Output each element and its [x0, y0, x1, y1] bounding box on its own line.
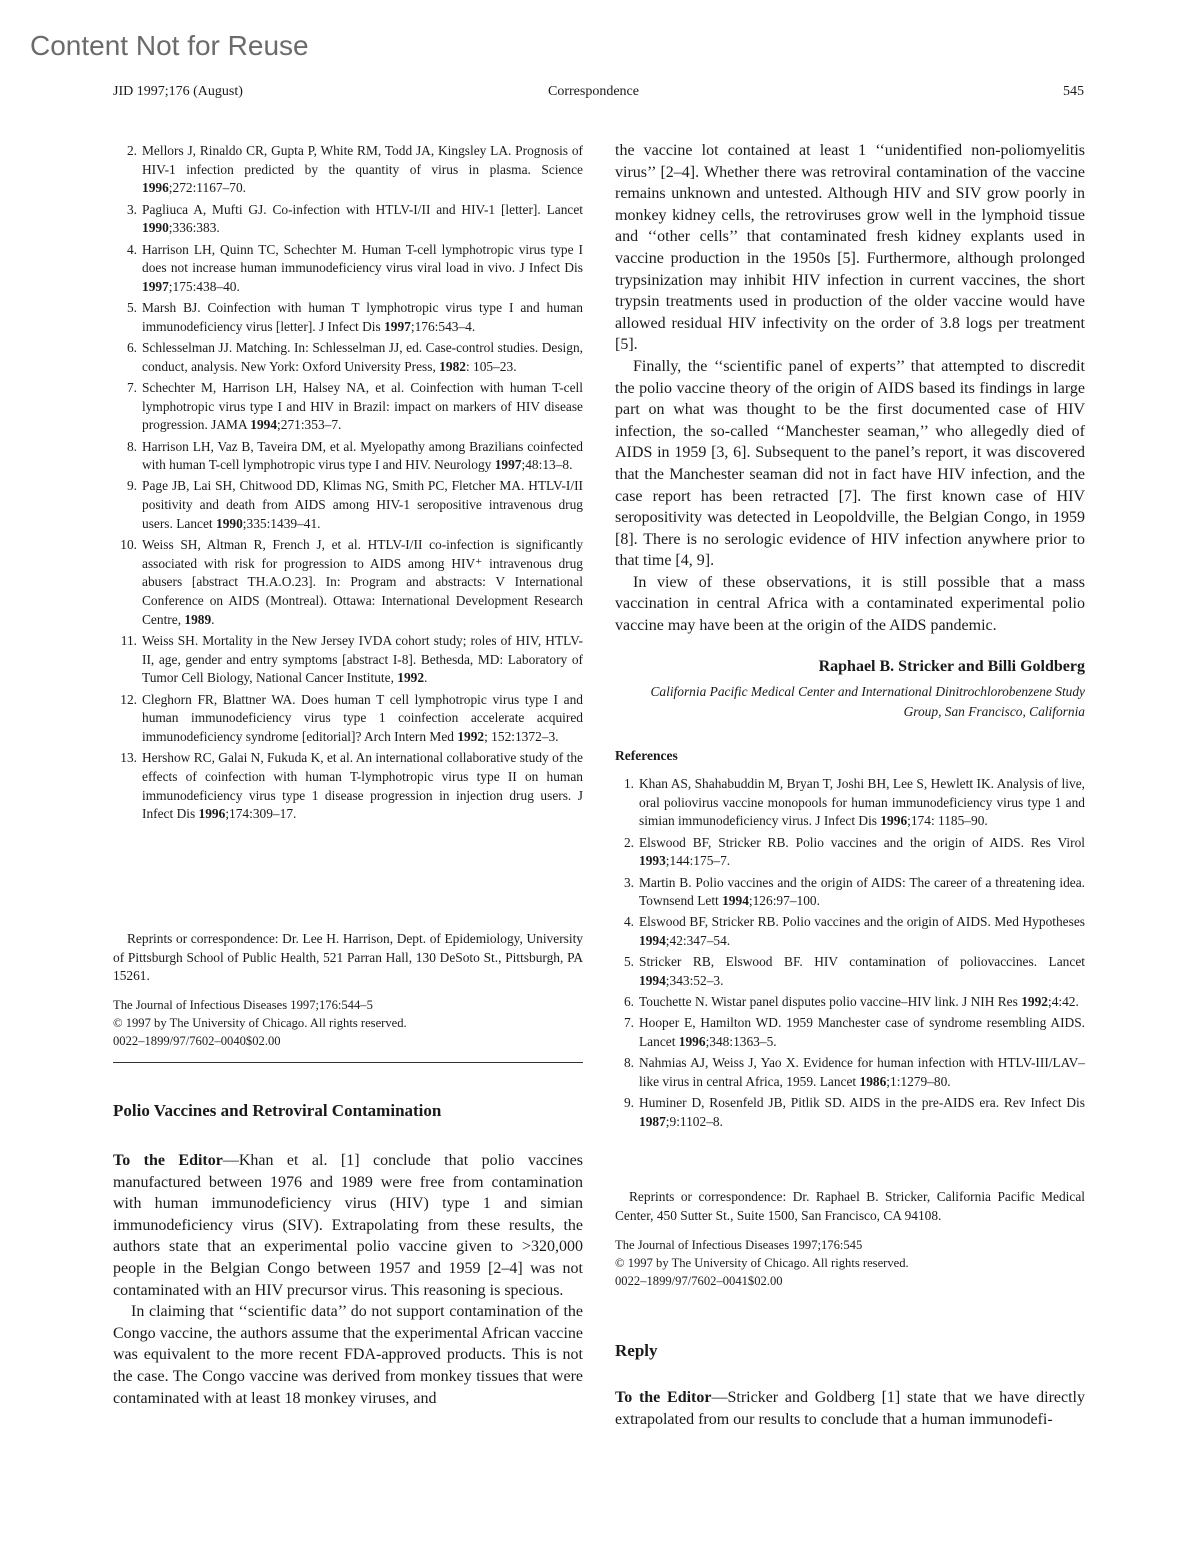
right-reference-list [610, 775, 1085, 1134]
reference-item [610, 1054, 1085, 1091]
reference-item [113, 339, 583, 376]
reference-number: 1. [623, 776, 634, 791]
reference-text: Cleghorn FR, Blattner WA. Does human T cell lymphotropic virus type I and human immunodeficiency virus type 1 coinfection accelerate acquired immunodeficiency syndrome [editorial]? Arch Intern Med 1992; 152:1372–3. [142, 691, 583, 745]
reference-item [113, 749, 583, 824]
page-number: 545 [1063, 84, 1084, 99]
reference-number: 13. [120, 750, 137, 766]
reference-number: 9. [126, 478, 137, 494]
paragraph: Finally, the ‘‘scientific panel of experts’’ that attempted to discredit the polio vaccine theory of the origin of AIDS based its findings in large part on what was thought to be the first documented case of HIV infection, the so-called ‘‘Manchester seaman,’’ who allegedly died of AIDS in 1959 [3, 6]. Subsequent to the panel’s report, it was discovered that the Manchester seaman did not in fact have HIV infection, and the case report has been retracted [7]. The first known case of HIV seropositivity was detected in Leopoldville, the Belgian Congo, in 1959 [8]. There is no serologic evidence of HIV infection anywhere prior to that time [4, 9]. [615, 357, 1085, 570]
running-head-journal: JID 1997;176 (August) [113, 84, 243, 99]
reference-number: 2. [126, 143, 137, 158]
reference-number: 9. [623, 1095, 634, 1111]
left-citation [113, 996, 583, 1050]
reference-text: Huminer D, Rosenfeld JB, Pitlik SD. AIDS in the pre-AIDS era. Rev Infect Dis 1987;9:1102–8. [639, 1095, 1085, 1129]
reference-item [610, 834, 1085, 871]
reference-item [113, 299, 583, 336]
reference-text: Pagliuca A, Mufti GJ. Co-infection with HTLV-I/II and HIV-1 [letter]. Lancet 1990;336:383. [142, 201, 583, 236]
reference-year: 1982 [439, 358, 466, 374]
lead-in: To the Editor [113, 1152, 223, 1169]
reference-item [610, 775, 1085, 831]
reference-number: 7. [126, 379, 137, 395]
paragraph: In view of these observations, it is still possible that a mass vaccination in central Africa with a contaminated experimental polio vaccine may have been at the origin of the AIDS pandemic. [615, 573, 1085, 635]
reference-number: 6. [126, 340, 137, 356]
reference-item [610, 913, 1085, 950]
reference-text: Weiss SH. Mortality in the New Jersey IVDA cohort study; roles of HIV, HTLV-II, age, gender and entry symptoms [abstract I-8]. Bethesda, MD: Laboratory of Tumor Cell Biology, National Cancer Institute, 1992. [142, 633, 583, 686]
right-citation [615, 1236, 1085, 1290]
reference-year: 1993 [639, 853, 666, 869]
reference-year: 1992 [397, 670, 425, 686]
left-reference-list [113, 142, 583, 827]
reference-item [113, 142, 583, 198]
lead-in: To the Editor [615, 1389, 712, 1406]
reference-year: 1994 [639, 933, 666, 949]
reference-item [113, 536, 583, 630]
reference-text: Hershow RC, Galai N, Fukuda K, et al. An international collaborative study of the effects of coinfection with human T-lymphotropic virus type II on human immunodeficiency virus type 1 disease progression in injection drug users. J Infect Dis 1996;174:309–17. [142, 750, 583, 822]
reference-year: 1994 [639, 973, 666, 989]
reference-year: 1992 [457, 729, 485, 745]
paragraph: the vaccine lot contained at least 1 ‘‘unidentified non-poliomyelitis virus’’ [2–4]. Whether there was retroviral contamination of the vaccine remains unknown and untested. Although HIV and SIV grow poorly in monkey kidney cells, the retroviruses grow well in the lymphoid tissue and ‘‘other cells’’ that contaminated fresh kidney explants used in vaccine production in the 1950s [5]. Furthermore, although prolonged trypsinization may inhibit HIV infection in current vaccines, the short trypsin treatments used in production of the older vaccine would have allowed residual HIV infectivity on the order of 3.8 logs per treatment [5]. [615, 142, 1085, 354]
reference-number: 8. [623, 1055, 634, 1071]
reference-text: Harrison LH, Vaz B, Taveira DM, et al. Myelopathy among Brazilians coinfected with human T-cell lymphotropic virus type I and HIV. Neurology 1997;48:13–8. [142, 438, 583, 473]
reference-year: 1990 [216, 515, 243, 531]
reference-number: 11. [120, 633, 137, 649]
reference-item [113, 241, 583, 297]
paragraph: In claiming that ‘‘scientific data’’ do not support contamination of the Congo vaccine, the authors assume that the experimental African vaccine was equivalent to the more recent FDA-approved products. This is not the case. The Congo vaccine was derived from monkey tissues that were contaminated with at least 18 monkey viruses, and [113, 1303, 583, 1407]
references-heading: References [615, 748, 678, 763]
reference-year: 1986 [859, 1074, 887, 1090]
reference-text: Weiss SH, Altman R, French J, et al. HTLV-I/II co-infection is significantly associated with risk for progression to AIDS among HIV⁺ intravenous drug abusers [abstract TH.A.O.23]. In: Program and abstracts: V International Conference on AIDS (Montreal). Ottawa: International Development Research Centre, 1989. [142, 537, 583, 627]
reference-number: 3. [126, 201, 137, 217]
reference-year: 1996 [678, 1034, 706, 1050]
reference-item [113, 691, 583, 747]
reference-number: 7. [623, 1015, 634, 1031]
article-body-right [615, 140, 1085, 637]
reference-year: 1997 [142, 278, 169, 294]
reference-text: Nahmias AJ, Weiss J, Yao X. Evidence for human infection with HTLV-III/LAV–like virus in central Africa, 1959. Lancet 1986;1:1279–80. [639, 1055, 1085, 1090]
reference-number: 2. [623, 834, 634, 850]
reference-item [610, 1094, 1085, 1131]
reference-number: 6. [623, 994, 634, 1010]
citation-line: The Journal of Infectious Diseases 1997;176:545 [615, 1238, 863, 1252]
reference-number: 8. [126, 438, 137, 454]
reference-text: Page JB, Lai SH, Chitwood DD, Klimas NG, Smith PC, Fletcher MA. HTLV-I/II positivity and death from AIDS among HIV-1 seropositive intravenous drug users. Lancet 1990;335:1439–41. [142, 478, 583, 531]
watermark: Content Not for Reuse [30, 30, 309, 61]
reference-text: Harrison LH, Quinn TC, Schechter M. Human T-cell lymphotropic virus type I does not increase human immunodeficiency virus viral load in vivo. J Infect Dis 1997;175:438–40. [142, 241, 583, 294]
section-divider [113, 1062, 583, 1063]
article-affiliation: California Pacific Medical Center and International Dinitrochlorobenzene Study Group, San Francisco, California [650, 684, 1085, 719]
reference-text: Touchette N. Wistar panel disputes polio vaccine–HIV link. J NIH Res 1992;4:42. [639, 994, 1079, 1010]
reference-year: 1990 [142, 220, 169, 236]
reference-text: Elswood BF, Stricker RB. Polio vaccines and the origin of AIDS. Med Hypotheses 1994;42:347–54. [639, 914, 1085, 949]
citation-line: 0022–1899/97/7602–0041$02.00 [615, 1274, 783, 1288]
reference-number: 4. [623, 914, 634, 930]
reference-text: Khan AS, Shahabuddin M, Bryan T, Joshi BH, Lee S, Hewlett IK. Analysis of live, oral poliovirus vaccine monopools for human immunodeficiency virus type 1 and simian immunodeficiency virus. J Infect Dis 1996;174: 1185–90. [639, 776, 1085, 829]
reply-title: Reply [615, 1341, 658, 1360]
reference-text: Schechter M, Harrison LH, Halsey NA, et al. Coinfection with human T-cell lymphotropic virus type I and HIV in Brazil: impact on markers of HIV disease progression. JAMA 1994;271:353–7. [142, 379, 583, 433]
reference-year: 1997 [494, 457, 522, 473]
reference-number: 3. [623, 874, 634, 890]
reference-number: 5. [126, 300, 137, 316]
running-head-section: Correspondence [548, 84, 639, 99]
reference-item [610, 874, 1085, 911]
reference-year: 1994 [250, 417, 278, 433]
reference-text: Stricker RB, Elswood BF. HIV contamination of poliovaccines. Lancet 1994;343:52–3. [639, 954, 1085, 989]
reference-item [113, 632, 583, 688]
paragraph: To the Editor—Khan et al. [1] conclude that polio vaccines manufactured between 1976 and 1989 were free from contamination with human immunodeficiency virus (HIV) type 1 and simian immunodeficiency virus (SIV). Extrapolating from these results, the authors state that an experimental polio vaccine given to >320,000 people in the Belgian Congo between 1957 and 1959 [2–4] was not contaminated with an HIV precursor virus. This reasoning is specious. [113, 1152, 583, 1299]
right-reprints-note: Reprints or correspondence: Dr. Raphael B. Stricker, California Pacific Medical Center, 450 Sutter St., Suite 1500, San Francisco, CA 94108. [615, 1189, 1085, 1223]
reference-year: 1996 [880, 813, 908, 829]
reference-text: Marsh BJ. Coinfection with human T lymphotropic virus type I and human immunodeficiency virus [letter]. J Infect Dis 1997;176:543–4. [142, 300, 583, 334]
reference-item [113, 438, 583, 475]
reference-year: 1996 [142, 180, 169, 196]
reference-year: 1987 [639, 1113, 666, 1129]
reference-year: 1994 [722, 893, 749, 909]
reference-number: 4. [126, 241, 137, 257]
citation-line: The Journal of Infectious Diseases 1997;176:544–5 [113, 998, 373, 1012]
left-reprints-note: Reprints or correspondence: Dr. Lee H. Harrison, Dept. of Epidemiology, University of Pittsburgh School of Public Health, 521 Parran Hall, 130 DeSoto St., Pittsburgh, PA 15261. [113, 931, 583, 984]
reference-item [113, 201, 583, 238]
article-title: Polio Vaccines and Retroviral Contamination [113, 1101, 442, 1120]
reference-year: 1989 [184, 611, 212, 627]
reference-text: Elswood BF, Stricker RB. Polio vaccines and the origin of AIDS. Res Virol 1993;144:175–7. [639, 834, 1085, 869]
reference-number: 12. [120, 691, 137, 707]
citation-line: © 1997 by The University of Chicago. All rights reserved. [615, 1256, 909, 1270]
reference-text: Martin B. Polio vaccines and the origin of AIDS: The career of a threatening idea. Townsend Lett 1994;126:97–100. [639, 874, 1085, 909]
reply-body [615, 1387, 1085, 1430]
paragraph: To the Editor—Stricker and Goldberg [1] state that we have directly extrapolated from our results to conclude that a human immunodefi- [615, 1389, 1085, 1428]
reference-text: Hooper E, Hamilton WD. 1959 Manchester case of syndrome resembling AIDS. Lancet 1996;348:1363–5. [639, 1015, 1085, 1050]
article-body-left [113, 1150, 583, 1409]
reference-item [610, 1014, 1085, 1051]
reference-item [113, 379, 583, 435]
reference-number: 5. [623, 954, 634, 970]
article-authors: Raphael B. Stricker and Billi Goldberg [818, 658, 1085, 675]
reference-text: Mellors J, Rinaldo CR, Gupta P, White RM, Todd JA, Kingsley LA. Prognosis of HIV-1 infection predicted by the quantity of virus in plasma. Science 1996;272:1167–70. [142, 143, 583, 196]
reference-text: Schlesselman JJ. Matching. In: Schlesselman JJ, ed. Case-control studies. Design, conduct, analysis. New York: Oxford University Press, 1982: 105–23. [142, 340, 583, 374]
reference-item [610, 993, 1085, 1012]
reference-year: 1992 [1021, 994, 1048, 1010]
reference-number: 10. [120, 537, 137, 553]
reference-year: 1997 [384, 318, 411, 334]
reference-item [113, 477, 583, 533]
citation-line: © 1997 by The University of Chicago. All rights reserved. [113, 1016, 407, 1030]
reference-year: 1996 [198, 806, 226, 822]
reference-item [610, 953, 1085, 990]
citation-line: 0022–1899/97/7602–0040$02.00 [113, 1034, 281, 1048]
